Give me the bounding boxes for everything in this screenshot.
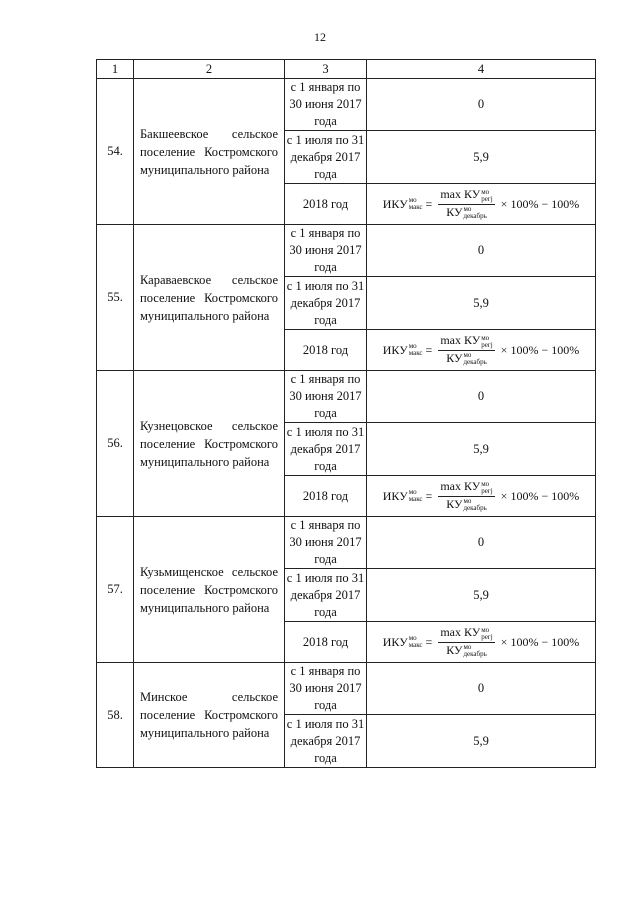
row-number: 58.	[97, 663, 134, 768]
formula-lhs: ИКУ	[382, 196, 408, 211]
tariff-value: 5,9	[367, 277, 596, 330]
formula-den-text: КУ	[446, 642, 463, 657]
max-tariff-formula	[367, 480, 595, 512]
table-row	[97, 371, 596, 423]
header-row	[97, 60, 596, 79]
formula-fraction	[438, 626, 494, 658]
formula-times: ×	[500, 196, 508, 211]
row-number: 56.	[97, 371, 134, 517]
formula-percent: 100%	[510, 196, 539, 211]
formula-lhs-sub: макс	[408, 203, 423, 211]
formula-lhs-sub: макс	[408, 641, 423, 649]
table-row	[97, 663, 596, 715]
formula-num-text: max КУ	[440, 187, 481, 202]
formula-num-sub: регj	[481, 486, 493, 495]
period-label: с 1 января по 30 июня 2017 года	[285, 371, 367, 423]
formula-minus: −	[541, 488, 549, 503]
formula-numerator	[438, 188, 494, 204]
page-number: 12	[314, 30, 326, 44]
formula-den-sup: мо	[463, 350, 472, 359]
formula-lhs: ИКУ	[382, 634, 408, 649]
table-row	[97, 225, 596, 277]
formula-num-text: max КУ	[440, 625, 481, 640]
formula-lhs-sup: мо	[408, 342, 417, 350]
formula-times: ×	[500, 488, 508, 503]
formula-percent-2: 100%	[551, 488, 580, 503]
period-label: с 1 июля по 31 декабря 2017 года	[285, 131, 367, 184]
year-label: 2018 год	[285, 330, 367, 371]
formula-den-sub: декабрь	[463, 211, 487, 220]
tariff-value: 0	[367, 79, 596, 131]
formula-equals: =	[425, 488, 433, 503]
municipality-name: Кузьмищенское сельское поселение Костромского муниципального района	[134, 517, 285, 663]
row-number: 54.	[97, 79, 134, 225]
formula-num-sup: мо	[481, 187, 490, 196]
formula-fraction	[438, 188, 494, 220]
formula-lhs-sub: макс	[408, 349, 423, 357]
formula-lhs-sup: мо	[408, 488, 417, 496]
formula-den-sub: декабрь	[463, 503, 487, 512]
max-tariff-formula	[367, 334, 595, 366]
tariff-value: 5,9	[367, 715, 596, 768]
formula-den-sup: мо	[463, 204, 472, 213]
formula-percent-2: 100%	[551, 342, 580, 357]
formula-percent: 100%	[510, 488, 539, 503]
row-number: 55.	[97, 225, 134, 371]
formula-den-sup: мо	[463, 642, 472, 651]
period-label: с 1 января по 30 июня 2017 года	[285, 517, 367, 569]
formula-fraction	[438, 480, 494, 512]
period-label: с 1 июля по 31 декабря 2017 года	[285, 715, 367, 768]
max-tariff-formula	[367, 188, 595, 220]
formula-num-sub: регj	[481, 194, 493, 203]
formula-denominator	[444, 643, 489, 658]
tariff-value: 5,9	[367, 131, 596, 184]
formula-numerator	[438, 626, 494, 642]
formula-num-sub: регj	[481, 632, 493, 641]
formula-cell	[367, 330, 596, 371]
formula-percent: 100%	[510, 342, 539, 357]
formula-lhs-sup: мо	[408, 196, 417, 204]
table-row	[97, 79, 596, 131]
tariff-value: 0	[367, 663, 596, 715]
period-label: с 1 января по 30 июня 2017 года	[285, 79, 367, 131]
formula-percent-2: 100%	[551, 196, 580, 211]
formula-equals: =	[425, 342, 433, 357]
formula-num-sup: мо	[481, 333, 490, 342]
formula-den-text: КУ	[446, 496, 463, 511]
column-header-4: 4	[367, 60, 596, 79]
period-label: с 1 июля по 31 декабря 2017 года	[285, 423, 367, 476]
column-header-2: 2	[134, 60, 285, 79]
year-label: 2018 год	[285, 476, 367, 517]
formula-den-sup: мо	[463, 496, 472, 505]
tariff-value: 5,9	[367, 423, 596, 476]
formula-denominator	[444, 351, 489, 366]
municipality-name: Кузнецовское сельское поселение Костромского муниципального района	[134, 371, 285, 517]
formula-num-sub: регj	[481, 340, 493, 349]
column-header-1: 1	[97, 60, 134, 79]
formula-num-sup: мо	[481, 625, 490, 634]
period-label: с 1 июля по 31 декабря 2017 года	[285, 277, 367, 330]
formula-den-text: КУ	[446, 204, 463, 219]
formula-cell	[367, 184, 596, 225]
municipality-name: Бакшеевское сельское поселение Костромского муниципального района	[134, 79, 285, 225]
municipality-name: Минское сельское поселение Костромского муниципального района	[134, 663, 285, 768]
period-label: с 1 июля по 31 декабря 2017 года	[285, 569, 367, 622]
formula-denominator	[444, 497, 489, 512]
formula-lhs: ИКУ	[382, 488, 408, 503]
period-label: с 1 января по 30 июня 2017 года	[285, 225, 367, 277]
municipality-name: Караваевское сельское поселение Костромского муниципального района	[134, 225, 285, 371]
formula-fraction	[438, 334, 494, 366]
formula-minus: −	[541, 196, 549, 211]
formula-denominator	[444, 205, 489, 220]
tariff-value: 0	[367, 371, 596, 423]
tariff-value: 5,9	[367, 569, 596, 622]
formula-num-text: max КУ	[440, 333, 481, 348]
formula-lhs-sup: мо	[408, 634, 417, 642]
year-label: 2018 год	[285, 184, 367, 225]
formula-minus: −	[541, 634, 549, 649]
formula-percent-2: 100%	[551, 634, 580, 649]
formula-lhs: ИКУ	[382, 342, 408, 357]
formula-num-text: max КУ	[440, 479, 481, 494]
formula-times: ×	[500, 342, 508, 357]
row-number: 57.	[97, 517, 134, 663]
formula-minus: −	[541, 342, 549, 357]
formula-den-sub: декабрь	[463, 649, 487, 658]
formula-numerator	[438, 480, 494, 496]
formula-equals: =	[425, 196, 433, 211]
formula-numerator	[438, 334, 494, 350]
formula-den-sub: декабрь	[463, 357, 487, 366]
formula-lhs-sub: макс	[408, 495, 423, 503]
max-tariff-formula	[367, 626, 595, 658]
formula-cell	[367, 476, 596, 517]
formula-equals: =	[425, 634, 433, 649]
formula-cell	[367, 622, 596, 663]
formula-times: ×	[500, 634, 508, 649]
formula-num-sup: мо	[481, 479, 490, 488]
tariff-value: 0	[367, 225, 596, 277]
tariff-value: 0	[367, 517, 596, 569]
formula-percent: 100%	[510, 634, 539, 649]
column-header-3: 3	[285, 60, 367, 79]
table-row	[97, 517, 596, 569]
tariff-table	[96, 59, 596, 768]
year-label: 2018 год	[285, 622, 367, 663]
formula-den-text: КУ	[446, 350, 463, 365]
period-label: с 1 января по 30 июня 2017 года	[285, 663, 367, 715]
